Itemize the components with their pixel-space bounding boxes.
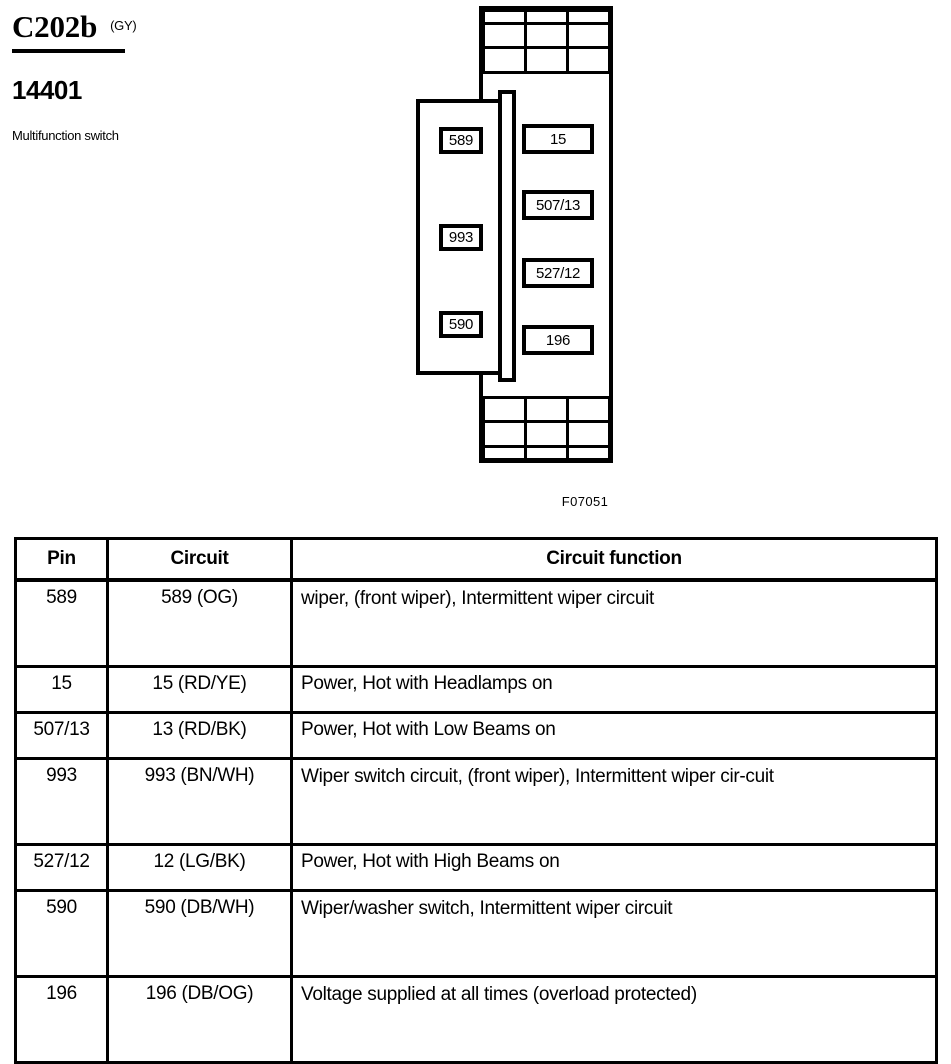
figure-caption: F07051 (561, 494, 609, 509)
cell-circuit: 15 (RD/YE) (108, 667, 292, 713)
pin-cavity (524, 396, 569, 424)
cell-pin: 507/13 (16, 713, 108, 759)
column-header-function: Circuit function (292, 539, 937, 581)
table-row (16, 667, 937, 713)
pin-cavity (524, 46, 569, 74)
pin-cavity (524, 445, 569, 461)
cell-circuit: 12 (LG/BK) (108, 845, 292, 891)
table-row (16, 713, 937, 759)
pin-cavity (524, 420, 569, 448)
column-header-circuit: Circuit (108, 539, 292, 581)
pin-cavity-grid-bottom (483, 397, 609, 459)
cell-pin: 527/12 (16, 845, 108, 891)
column-header-pin: Pin (16, 539, 108, 581)
pin-cavity (566, 445, 611, 461)
table-row (16, 580, 937, 667)
pin-cavity (482, 46, 527, 74)
table-row (16, 977, 937, 1063)
cell-circuit: 589 (OG) (108, 580, 292, 667)
cell-circuit: 13 (RD/BK) (108, 713, 292, 759)
cell-pin: 196 (16, 977, 108, 1063)
connector-id-underline (12, 49, 125, 53)
connector-id-row (12, 10, 352, 44)
connector-header (12, 10, 352, 143)
pin-cavity (482, 445, 527, 461)
table-body (16, 580, 937, 1063)
part-number: 14401 (12, 75, 82, 105)
pin-function-table (14, 537, 938, 1064)
pin-callout-527-12: 527/12 (522, 258, 594, 288)
connector-diagram (410, 0, 630, 520)
cell-circuit: 993 (BN/WH) (108, 759, 292, 845)
cell-function: Voltage supplied at all times (overload protected) (292, 977, 937, 1063)
cell-pin: 993 (16, 759, 108, 845)
cell-function: Wiper switch circuit, (front wiper), Intermittent wiper cir-cuit (292, 759, 937, 845)
pin-callout-589: 589 (439, 127, 483, 154)
pin-callout-590: 590 (439, 311, 483, 338)
cell-pin: 590 (16, 891, 108, 977)
cell-function: Power, Hot with Headlamps on (292, 667, 937, 713)
pin-cavity (482, 420, 527, 448)
cell-pin: 589 (16, 580, 108, 667)
cell-function: Wiper/washer switch, Intermittent wiper circuit (292, 891, 937, 977)
table-row (16, 845, 937, 891)
component-name: Multifunction switch (12, 128, 119, 143)
pin-cavity (566, 46, 611, 74)
cell-circuit: 590 (DB/WH) (108, 891, 292, 977)
pin-cavity (524, 22, 569, 50)
pin-callout-196: 196 (522, 325, 594, 355)
cell-circuit: 196 (DB/OG) (108, 977, 292, 1063)
connector-latch-bar (498, 90, 516, 382)
pin-cavity (482, 396, 527, 424)
pin-callout-993: 993 (439, 224, 483, 251)
connector-id: C202b (12, 9, 98, 44)
pin-callout-15: 15 (522, 124, 594, 154)
pin-cavity (482, 22, 527, 50)
pin-cavity-grid-top (483, 10, 609, 72)
table-row (16, 759, 937, 845)
pin-cavity (566, 420, 611, 448)
cell-function: wiper, (front wiper), Intermittent wiper circuit (292, 580, 937, 667)
table-row (16, 891, 937, 977)
cell-pin: 15 (16, 667, 108, 713)
cell-function: Power, Hot with High Beams on (292, 845, 937, 891)
connector-color-code: (GY) (110, 18, 137, 33)
table-header-row (16, 539, 937, 581)
cell-function: Power, Hot with Low Beams on (292, 713, 937, 759)
pin-cavity (566, 396, 611, 424)
pin-cavity (566, 22, 611, 50)
pin-callout-507-13: 507/13 (522, 190, 594, 220)
